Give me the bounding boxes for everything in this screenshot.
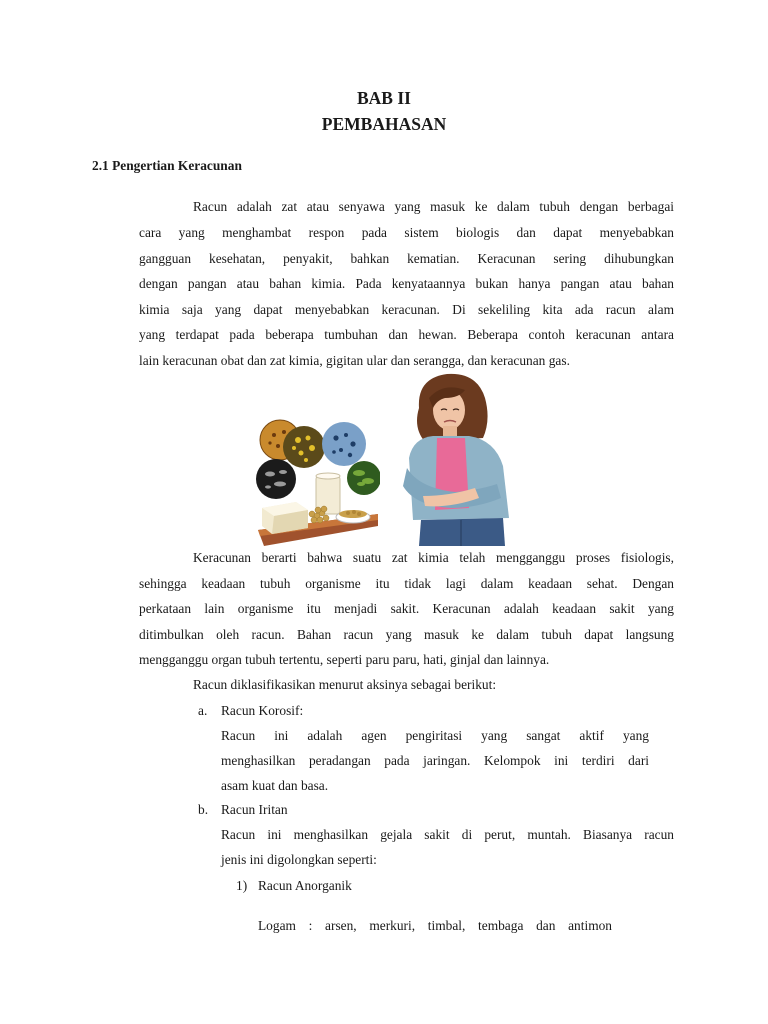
item-a-line: menghasilkan peradangan pada jaringan. Kelompok ini terdiri dari bbox=[221, 753, 649, 768]
paragraph-line: dengan pangan atau bahan kimia. Pada kenyataannya bukan hanya pangan atau bahan bbox=[139, 276, 674, 291]
classification-intro: Racun diklasifikasikan menurut aksinya sebagai berikut: bbox=[193, 677, 497, 692]
sub-item-1-title: Racun Anorganik bbox=[258, 878, 352, 893]
paragraph-line: cara yang menghambat respon pada sistem biologis dan dapat menyebabkan bbox=[139, 225, 674, 240]
chapter-title: PEMBAHASAN bbox=[321, 114, 447, 134]
item-a-line: asam kuat dan basa. bbox=[221, 778, 329, 793]
paragraph-line: mengganggu organ tubuh tertentu, seperti paru paru, hati, ginjal dan lainnya. bbox=[139, 652, 550, 667]
woman-stomach-ache-image bbox=[399, 368, 519, 546]
item-b-line: Racun ini menghasilkan gejala sakit di perut, muntah. Biasanya racun bbox=[221, 827, 674, 842]
paragraph-line: yang terdapat pada beberapa tumbuhan dan hewan. Beberapa contoh keracunan antara bbox=[139, 327, 674, 342]
paragraph-line: gangguan kesehatan, penyakit, bahkan kematian. Keracunan sering dihubungkan bbox=[139, 251, 674, 266]
paragraph-line: perkataan lain organisme itu menjadi sakit. Keracunan adalah keadaan sakit yang bbox=[139, 601, 674, 616]
item-b-line: jenis ini digolongkan seperti: bbox=[221, 852, 377, 867]
logam-line: Logam : arsen, merkuri, timbal, tembaga dan antimon bbox=[258, 918, 612, 933]
paragraph-line: lain keracunan obat dan zat kimia, gigitan ular dan serangga, dan keracunan gas. bbox=[139, 353, 570, 368]
paragraph-line: sehingga keadaan tubuh organisme itu tidak lagi dalam keadaan sehat. Dengan bbox=[139, 576, 674, 591]
food-collage-image bbox=[256, 380, 380, 548]
paragraph-line: ditimbulkan oleh racun. Bahan racun yang masuk ke dalam tubuh dapat langsung bbox=[139, 627, 674, 642]
list-marker-1: 1) bbox=[236, 878, 248, 893]
chapter-number: BAB II bbox=[357, 88, 411, 108]
list-marker-b: b. bbox=[198, 802, 209, 817]
paragraph-line: Racun adalah zat atau senyawa yang masuk ke dalam tubuh dengan berbagai bbox=[193, 199, 674, 214]
paragraph-line: Keracunan berarti bahwa suatu zat kimia telah mengganggu proses fisiologis, bbox=[193, 550, 674, 565]
item-a-title: Racun Korosif: bbox=[221, 703, 304, 718]
item-a-line: Racun ini adalah agen pengiritasi yang sangat aktif yang bbox=[221, 728, 649, 743]
list-marker-a: a. bbox=[198, 703, 208, 718]
section-heading: 2.1 Pengertian Keracunan bbox=[92, 158, 242, 173]
paragraph-line: kimia saja yang dapat menyebabkan keracunan. Di sekeliling kita ada racun alam bbox=[139, 302, 674, 317]
item-b-title: Racun Iritan bbox=[221, 802, 288, 817]
